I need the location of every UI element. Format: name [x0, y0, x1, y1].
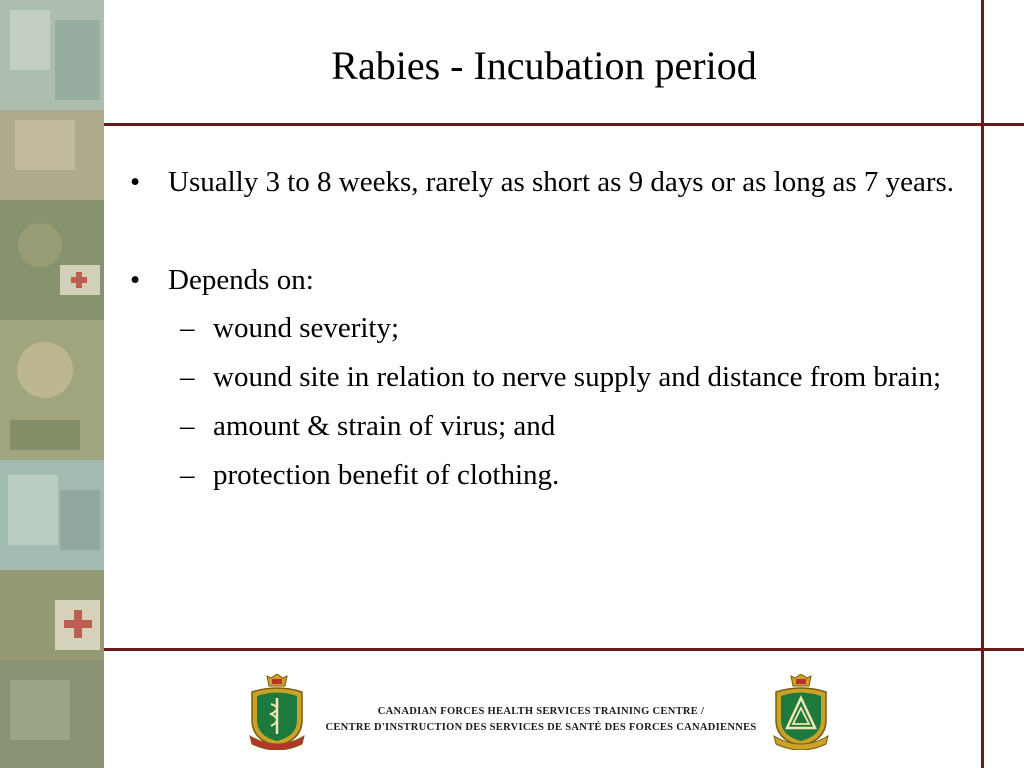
sub-bullet-item [130, 406, 960, 446]
photo-collage [0, 0, 104, 768]
right-border [981, 0, 984, 768]
collage-graphic [0, 0, 104, 768]
footer-line-english: CANADIAN FORCES HEALTH SERVICES TRAINING CENTRE / [377, 706, 705, 717]
sub-bullet-item [130, 308, 960, 348]
sub-bullet-text: wound severity; [213, 312, 400, 344]
sub-bullet-item [130, 357, 960, 397]
bullet-mark: • [130, 166, 141, 198]
bullet-item [130, 162, 960, 202]
bullet-text: Usually 3 to 8 weeks, rarely as short as 9 days or as long as 7 years. [168, 166, 955, 198]
footer-line-french: CENTRE D'INSTRUCTION DES SERVICES DE SANTÉ DES FORCES CANADIENNES [325, 722, 757, 733]
caduceus-crest-icon [244, 674, 310, 750]
slide-body [130, 162, 960, 504]
dash-mark: – [180, 459, 195, 491]
bullet-mark: • [130, 264, 141, 296]
slide-title: Rabies - Incubation period [331, 43, 757, 88]
dash-mark: – [180, 361, 195, 393]
bullet-text: Depends on: [168, 264, 314, 296]
sub-bullet-text: protection benefit of clothing. [213, 459, 560, 491]
sub-bullet-text: amount & strain of virus; and [213, 410, 556, 442]
dash-mark: – [180, 312, 195, 344]
bullet-item [130, 260, 960, 300]
dash-mark: – [180, 410, 195, 442]
sub-bullet-text: wound site in relation to nerve supply and distance from brain; [213, 361, 942, 393]
cfhstc-crest-icon [768, 674, 834, 750]
top-divider [104, 123, 1024, 126]
bottom-divider [104, 648, 1024, 651]
sub-bullet-item [130, 455, 960, 495]
